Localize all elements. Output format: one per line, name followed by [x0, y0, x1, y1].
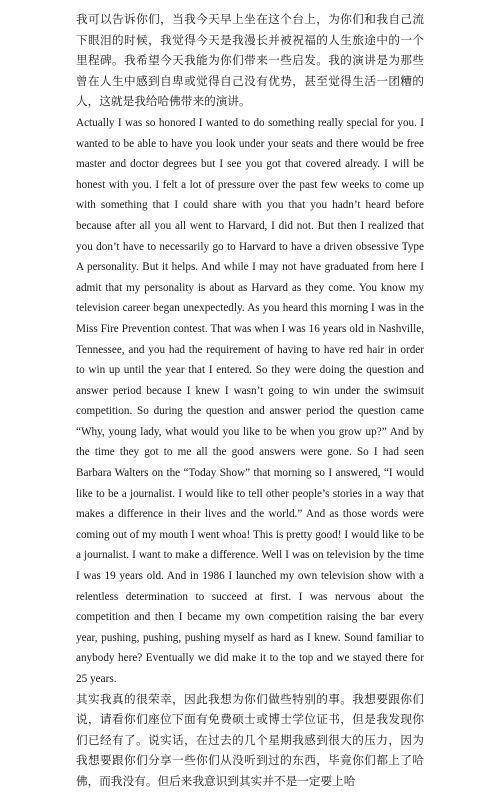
paragraph-english-speech: Actually I was so honored I wanted to do something really special for you. I wanted to be able to have you look under your seats and there would be free master and doctor degrees but I see you got that covered already. I will be honest with you. I felt a lot of pressure over the past few weeks to come up with something that I could share with you that you hadn’t heard before because after all you all went to Harvard, I did not. But then I realized that you don’t have to necessarily go to Harvard to have a driven obsessive Type A personality. But it helps. And while I may not have graduated from here I admit that my personality is about as Harvard as they come. You know my television career began unexpectedly. As you heard this morning I was in the Miss Fire Prevention contest. That was when I was 16 years old in Nashville, Tennessee, and you had the requirement of having to have red hair in order to win up until the year that I entered. So they were doing the question and answer period because I knew I wasn’t going to win under the swimsuit competition. So during the question and answer period the question came “Why, young lady, what would you like to be when you grow up?” And by the time they got to me all the good answers were gone. So I had seen Barbara Walters on the “Today Show” that morning so I answered, “I would like to be a journalist. I would like to tell other people’s stories in a way that makes a difference in their lives and the world.” And as those words were coming out of my mouth I went whoa! This is pretty good! I would like to be a journalist. I want to make a difference. Well I was on television by the time I was 19 years old. And in 1986 I launched my own television show with a relentless determination to succeed at first. I was nervous about the competition and then I became my own competition raising the bar every year, pushing, pushing, pushing myself as hard as I knew. Sound familiar to anybody here? Eventually we did make it to the top and we stayed there for 25 years.: [76, 116, 424, 685]
paragraph-chinese-translation: 其实我真的很荣幸，因此我想为你们做些特别的事。我想要跟你们说，请看你们座位下面有免费硕士或博士学位证书，但是我发现你们已经有了。说实话，在过去的几个星期我感到很大的压力，因为我想要跟你们分享一些你们从没听到过的东西，毕竟你们都上了哈佛，而我没有。但后来我意识到其实并不是一定要上哈: [76, 692, 424, 788]
paragraph-chinese-intro: 我可以告诉你们，当我今天早上坐在这个台上，为你们和我自己流下眼泪的时候，我觉得今天是我漫长并被祝福的人生旅途中的一个里程碑。我希望今天我能为你们带来一些启发。我的演讲是为那些曾在人生中感到自卑或觉得自己没有优势，甚至觉得生活一团糟的人，这就是我给哈佛带来的演讲。: [76, 13, 424, 109]
document-body: [76, 10, 424, 793]
